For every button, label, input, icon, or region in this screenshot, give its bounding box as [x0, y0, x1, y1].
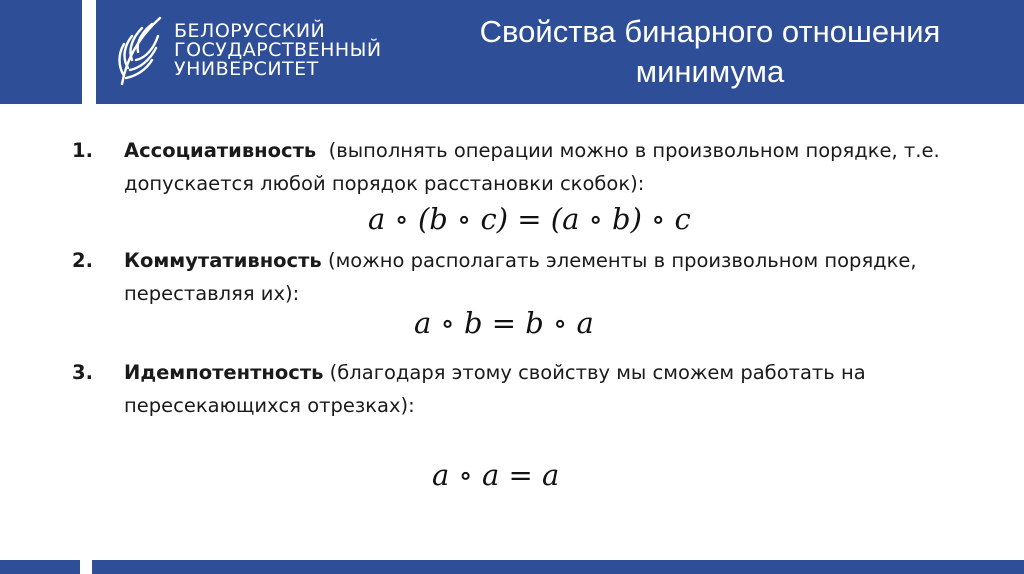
formula-text: a ∘ (b ∘ c) = (a ∘ b) ∘ c — [368, 202, 691, 236]
list-item — [72, 356, 972, 426]
formula-text: a ∘ b = b ∘ a — [414, 306, 594, 340]
slide-title-line2: минимума — [635, 54, 785, 89]
item-number: 2. — [72, 249, 93, 272]
header-left-block — [0, 0, 82, 104]
university-feather-logo-icon — [112, 14, 166, 90]
list-item — [72, 244, 972, 314]
university-name-line: БЕЛОРУССКИЙ — [174, 20, 326, 42]
item-text — [124, 356, 984, 422]
formula-idempotence — [432, 458, 559, 492]
item-number: 1. — [72, 139, 93, 162]
list-item — [72, 134, 972, 204]
university-name — [174, 22, 382, 79]
item-term: Коммутативность — [124, 249, 322, 272]
slide-title-line1: Свойства бинарного отношения — [479, 14, 941, 49]
formula-commutativity — [414, 306, 594, 340]
university-name-line: ГОСУДАРСТВЕННЫЙ — [174, 39, 382, 61]
item-number: 3. — [72, 361, 93, 384]
item-term: Идемпотентность — [124, 361, 324, 384]
item-term: Ассоциативность — [124, 139, 317, 162]
item-text — [124, 244, 984, 310]
footer-gap — [80, 560, 92, 574]
university-name-line: УНИВЕРСИТЕТ — [174, 58, 319, 80]
slide-footer-bar — [0, 560, 1024, 574]
formula-associativity — [368, 202, 691, 236]
item-description: (благодаря этому свойству мы сможем работать на пересекающихся отрезках): — [124, 361, 866, 417]
item-description: (выполнять операции можно в произвольном порядке, т.е. допускается любой порядок расстановки скобок): — [124, 139, 940, 195]
item-description: (можно располагать элементы в произвольном порядке, переставляя их): — [124, 249, 917, 305]
item-text — [124, 134, 984, 200]
slide-title — [430, 12, 990, 92]
formula-text: a ∘ a = a — [432, 458, 560, 492]
